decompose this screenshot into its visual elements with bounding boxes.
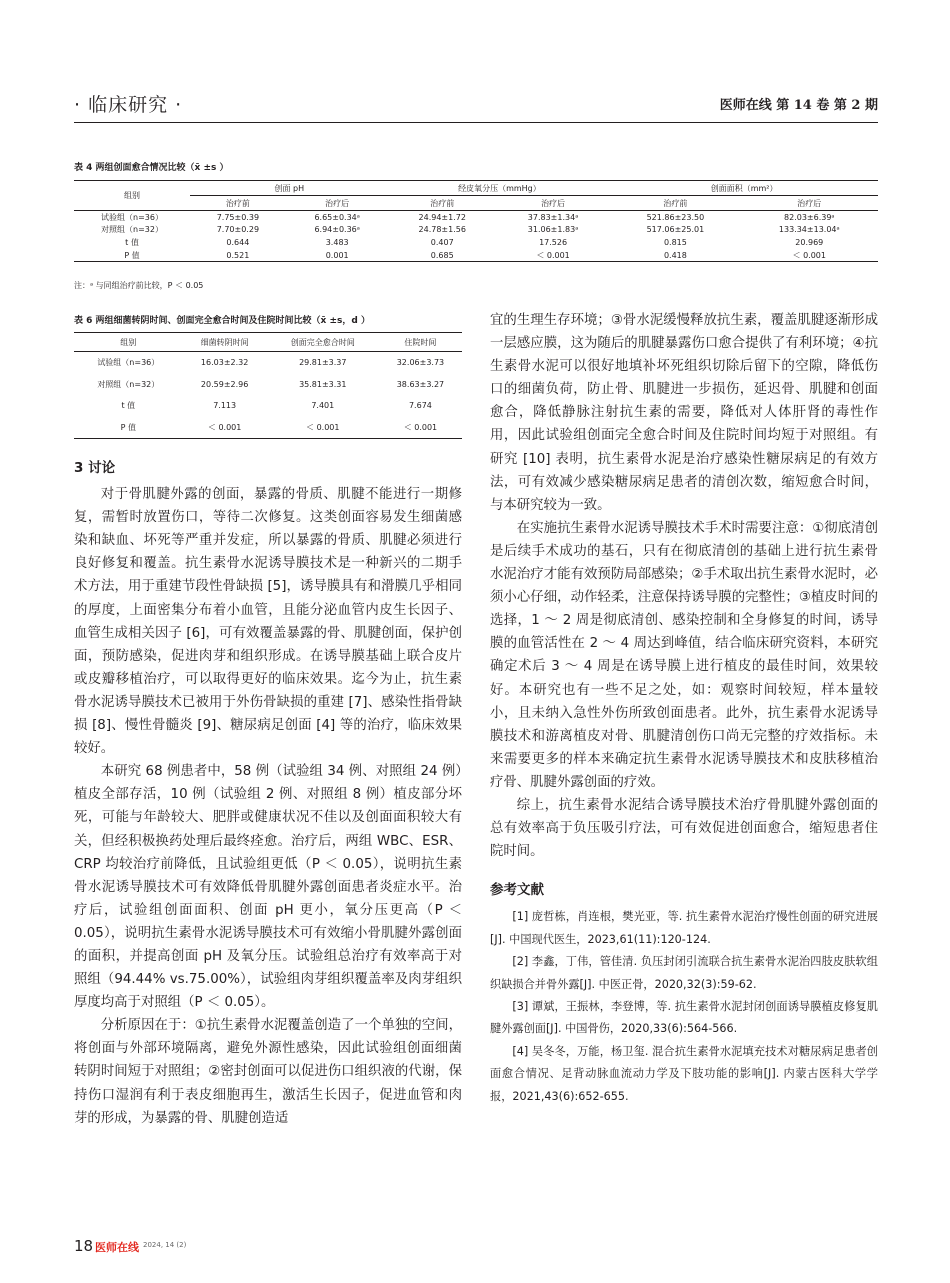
table6-caption: 表 6 两组细菌转阴时间、创面完全愈合时间及住院时间比较（x̄ ±s，d ）: [74, 316, 370, 326]
table6-cell: t 值: [121, 401, 136, 411]
discussion-paragraph: 本研究 68 例患者中，58 例（试验组 34 例、对照组 24 例）植皮全部存活，10 例（试验组 2 例、对照组 8 例）植皮部分坏死，可能与年龄较大、肥胖或健康状况不佳以及创面面积较大有关，但经积极换药处理后最终痊愈。治疗后，两组 WBC、ESR、CRP 均较治疗前降低，且试验组更低（P ＜ 0.05），说明抗生素骨水泥诱导膜技术可有效降低骨肌腱外露创面患者炎症水平。治疗后，试验组创面面积、创面 pH 更小，氧分压更高（P ＜ 0.05），说明抗生素骨水泥诱导膜技术可有效缩小骨肌腱外露创面的面积，并提高创面 pH 及氧分压。试验组总治疗有效率高于对照组（94.44% vs.75.00%），试验组肉芽组织覆盖率及肉芽组织厚度均高于对照组（P ＜ 0.05）。: [74, 764, 462, 1011]
discussion-paragraph: 在实施抗生素骨水泥诱导膜技术手术时需要注意：①彻底清创是后续手术成功的基石，只有在彻底清创的基础上进行抗生素骨水泥治疗才能有效预防局部感染；②手术取出抗生素骨水泥时，必须小心仔细，动作轻柔，注意保持诱导膜的完整性；③植皮时间的选择，1 ～ 2 周是彻底清创、感染控制和全身修复的时间，诱导膜的血管活性在 2 ～ 4 周达到峰值，结合临床研究资料，本研究确定术后 3 ～ 4 周是在诱导膜上进行植皮的最佳时间，效果较好。本研究也有一些不足之处，如：观察时间较短，样本量较小，且未纳入急性外伤所致创面患者。此外，抗生素骨水泥诱导膜技术和游离植皮对骨、肌腱清创伤口尚无完整的疗效指标。未来需要更多的样本来确定抗生素骨水泥诱导膜技术和皮肤移植治疗骨、肌腱外露创面的疗效。: [490, 520, 878, 790]
table4-cell: ＜ 0.001: [536, 250, 570, 260]
discussion-paragraph: 分析原因在于：①抗生素骨水泥覆盖创造了一个单独的空间，将创面与外部环境隔离，避免外源性感染，因此试验组创面细菌转阴时间短于对照组；②密封创面可以促进伤口组织液的代谢，保持伤口湿润有利于表皮细胞再生，激活生长因子，促进血管和肉芽的形成，为暴露的骨、肌腱创造适: [74, 1018, 462, 1126]
table6-header: 创面完全愈合时间: [267, 333, 379, 352]
brand-logo: 医师在线: [95, 1241, 139, 1254]
table4-caption: 表 4 两组创面愈合情况比较（x̄ ±s ）: [74, 163, 229, 173]
table4-cell: 24.94±1.72: [418, 212, 466, 222]
table6-cell: ＜ 0.001: [207, 422, 242, 432]
table6-cell: 20.59±2.96: [200, 379, 249, 389]
table4-cell: 0.407: [430, 237, 454, 247]
discussion-title: 3 讨论: [74, 460, 116, 476]
table6-cell: 16.03±2.32: [200, 358, 249, 368]
table4-subheader: 治疗前: [190, 196, 286, 211]
table4-cell: 0.815: [663, 237, 687, 247]
table4-cell: 17.526: [539, 237, 568, 247]
table4-group-header: 组别: [74, 181, 190, 211]
table6-cell: 29.81±3.37: [299, 358, 347, 368]
table4-cell: 31.06±1.83ᵃ: [527, 225, 579, 235]
table6-header: 细菌转阴时间: [183, 333, 267, 352]
header-rule: [74, 122, 878, 123]
left-column: [74, 457, 462, 1130]
table6-cell: ＜ 0.001: [403, 422, 438, 432]
table4-cell: 133.34±13.04ᵃ: [778, 225, 840, 235]
table4-colgroup: 创面面积（mm²）: [610, 181, 878, 196]
table6-cell: 7.674: [408, 401, 432, 411]
reference-item: [1] 庞哲栋，肖连根，樊光亚，等. 抗生素骨水泥治疗慢性创面的研究进展[J]. 中国现代医生，2023,61(11):120-124.: [490, 910, 878, 946]
table4-cell: 7.70±0.29: [216, 225, 260, 235]
issue-label: 2024, 14 (2): [143, 1241, 187, 1249]
table4-cell: 20.969: [795, 237, 824, 247]
reference-item: [3] 谭斌，王振林，李登博，等. 抗生素骨水泥封闭创面诱导膜植皮修复肌腱外露创面[J]. 中国骨伤，2020,33(6):564-566.: [490, 999, 878, 1036]
table4-cell: t 值: [125, 237, 139, 247]
table4-cell: 7.75±0.39: [216, 212, 260, 222]
table4-colgroup: 创面 pH: [190, 181, 389, 196]
table4: [74, 180, 878, 262]
section-label: · 临床研究 ·: [74, 94, 183, 116]
references-title: 参考文献: [490, 882, 544, 899]
table4-note: 注：ᵃ 与同组治疗前比较，P ＜ 0.05: [74, 281, 204, 290]
table4-subheader: 治疗后: [286, 196, 389, 211]
table4-subheader: 治疗后: [741, 196, 878, 211]
reference-item: [4] 吴冬冬，万能，杨卫玺. 混合抗生素骨水泥填充技术对糖尿病足患者创面愈合情况、足背动脉血流动力学及下肢功能的影响[J]. 内蒙古医科大学学报，2021,43(6):652-655.: [490, 1044, 878, 1103]
table4-cell: 0.001: [325, 250, 349, 260]
reference-list: [490, 906, 878, 1108]
table4-subheader: 治疗前: [389, 196, 496, 211]
table6-cell: ＜ 0.001: [306, 422, 340, 432]
page-number: 18: [74, 1237, 94, 1255]
reference-item: [2] 李鑫，丁伟，管佳清. 负压封闭引流联合抗生素骨水泥治四肢皮肤软组织缺损合并骨外露[J]. 中医正骨，2020,32(3):59-62.: [490, 955, 878, 991]
table4-cell: 37.83±1.34ᵃ: [527, 212, 579, 222]
table6: [74, 332, 462, 439]
table6-cell: 对照组（n=32）: [97, 379, 160, 389]
table6-cell: 32.06±3.73: [396, 358, 445, 368]
table4-cell: P 值: [124, 250, 140, 260]
table6-cell: 38.63±3.27: [396, 379, 445, 389]
table6-cell: P 值: [120, 422, 136, 432]
table4-cell: 24.78±1.56: [418, 225, 466, 235]
table4-cell: 试验组（n=36）: [101, 212, 163, 222]
table4-cell: 0.685: [430, 250, 454, 260]
table4-cell: ＜ 0.001: [792, 250, 826, 260]
table6-cell: 35.81±3.31: [299, 379, 347, 389]
table4-colgroup: 经皮氧分压（mmHg）: [389, 181, 611, 196]
table4-cell: 6.94±0.36ᵃ: [314, 225, 360, 235]
table4-cell: 0.644: [226, 237, 250, 247]
table6-cell: 试验组（n=36）: [97, 358, 160, 368]
journal-label: 医师在线 第 14 卷 第 2 期: [719, 98, 878, 113]
table4-subheader: 治疗前: [610, 196, 740, 211]
right-column: [490, 309, 878, 1108]
table4-cell: 82.03±6.39ᵃ: [784, 212, 835, 222]
table6-cell: 7.401: [311, 401, 335, 411]
discussion-paragraph: 宜的生理生存环境；③骨水泥缓慢释放抗生素，覆盖肌腱逐渐形成一层感应膜，这为随后的肌腱暴露伤口愈合提供了有利环境；④抗生素骨水泥可以很好地填补坏死组织切除后留下的空隙，降低伤口的细菌负荷，防止骨、肌腱进一步损伤，延迟骨、肌腱和创面愈合，降低静脉注射抗生素的需要，降低对人体肝肾的毒性作用，因此试验组创面完全愈合时间及住院时间均短于对照组。有研究 [10] 表明，抗生素骨水泥是治疗感染性糖尿病足的有效方法，可有效减少感染糖尿病足患者的清创次数，缩短愈合时间，与本研究较为一致。: [490, 313, 878, 513]
discussion-paragraph: 综上，抗生素骨水泥结合诱导膜技术治疗骨肌腱外露创面的总有效率高于负压吸引疗法，可有效促进创面愈合，缩短患者住院时间。: [490, 797, 878, 860]
table6-header: 组别: [74, 333, 183, 352]
table4-cell: 0.418: [663, 250, 687, 260]
table4-cell: 6.65±0.34ᵃ: [314, 212, 360, 222]
discussion-paragraph: 对于骨肌腱外露的创面，暴露的骨质、肌腱不能进行一期修复，需暂时放置伤口，等待二次修复。这类创面容易发生细菌感染和缺血、坏死等严重并发症，所以暴露的骨质、肌腱必须进行良好修复和覆盖。抗生素骨水泥诱导膜技术是一种新兴的二期手术方法，用于重建节段性骨缺损 [5]，诱导膜具有和滑膜几乎相同的厚度，上面密集分布着小血管，且能分泌血管内皮生长因子、血管生成相关因子 [6]，可有效覆盖暴露的骨、肌腱创面，保护创面，预防感染，促进肉芽和组织形成。在诱导膜基础上联合皮片或皮瓣移植治疗，可以取得更好的临床效果。迄今为止，抗生素骨水泥诱导膜技术已被用于外伤骨缺损的重建 [7]、感染性指骨缺损 [8]、慢性骨髓炎 [9]、糖尿病足创面 [4] 等的治疗，临床效果较好。: [74, 487, 462, 757]
table4-cell: 0.521: [226, 250, 250, 260]
table4-cell: 3.483: [325, 237, 349, 247]
table4-cell: 对照组（n=32）: [101, 225, 163, 235]
table4-cell: 517.06±25.01: [646, 225, 705, 235]
table4-cell: 521.86±23.50: [646, 212, 705, 222]
table6-cell: 7.113: [213, 401, 237, 411]
table4-subheader: 治疗后: [496, 196, 610, 211]
table6-header: 住院时间: [379, 333, 462, 352]
